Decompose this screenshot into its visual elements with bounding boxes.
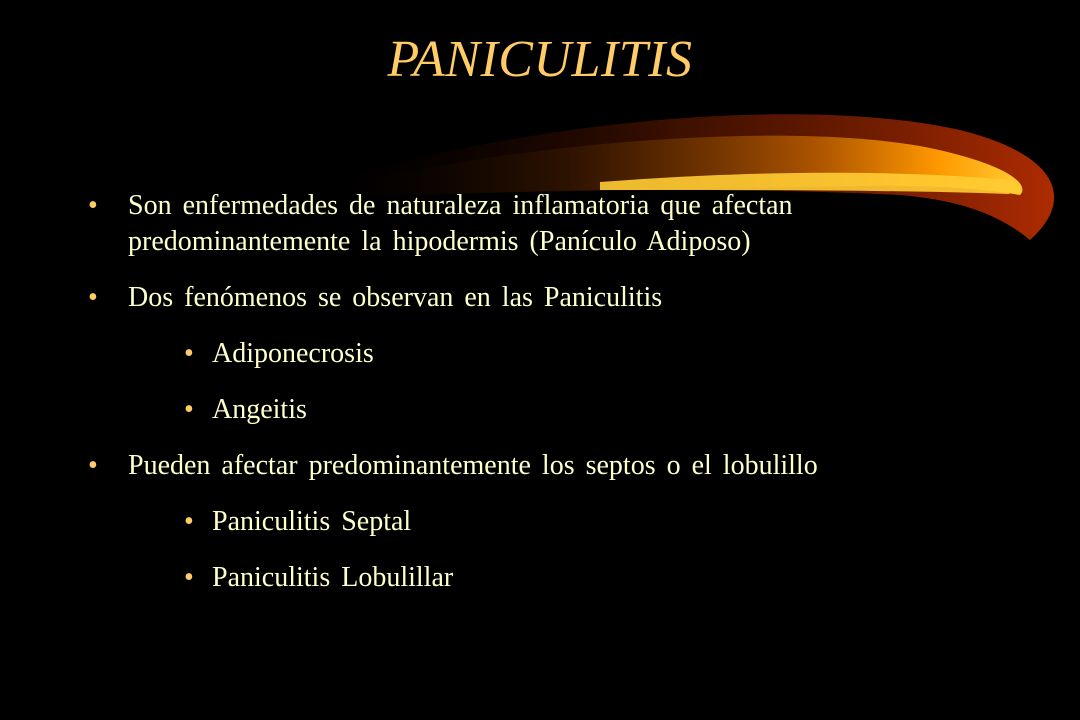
list-item — [88, 188, 988, 260]
bullet-icon: • — [184, 338, 194, 369]
bullet-icon: • — [88, 282, 98, 313]
list-item — [88, 504, 988, 540]
list-item — [88, 280, 988, 316]
list-item — [88, 448, 988, 484]
list-item-text: Angeitis — [212, 394, 307, 425]
list-item-text: Pueden afectar predominantemente los septos o el lobulillo — [128, 450, 818, 481]
list-item-text: Adiponecrosis — [212, 338, 374, 369]
bullet-icon: • — [184, 506, 194, 537]
list-item — [88, 336, 988, 372]
list-item-text: Paniculitis Lobulillar — [212, 562, 454, 593]
list-item-text: Dos fenómenos se observan en las Paniculitis — [128, 282, 663, 313]
list-item — [88, 392, 988, 428]
list-item-text: Son enfermedades de naturaleza inflamatoria que afectan predominantemente la hipodermis (Panículo Adiposo) — [128, 190, 793, 257]
bullet-icon: • — [88, 450, 98, 481]
list-item-text: Paniculitis Septal — [212, 506, 412, 537]
bullet-icon: • — [184, 562, 194, 593]
bullet-icon: • — [184, 394, 194, 425]
bullet-list — [88, 188, 988, 596]
list-item — [88, 560, 988, 596]
slide-title: PANICULITIS — [387, 31, 693, 88]
bullet-icon: • — [88, 190, 98, 221]
